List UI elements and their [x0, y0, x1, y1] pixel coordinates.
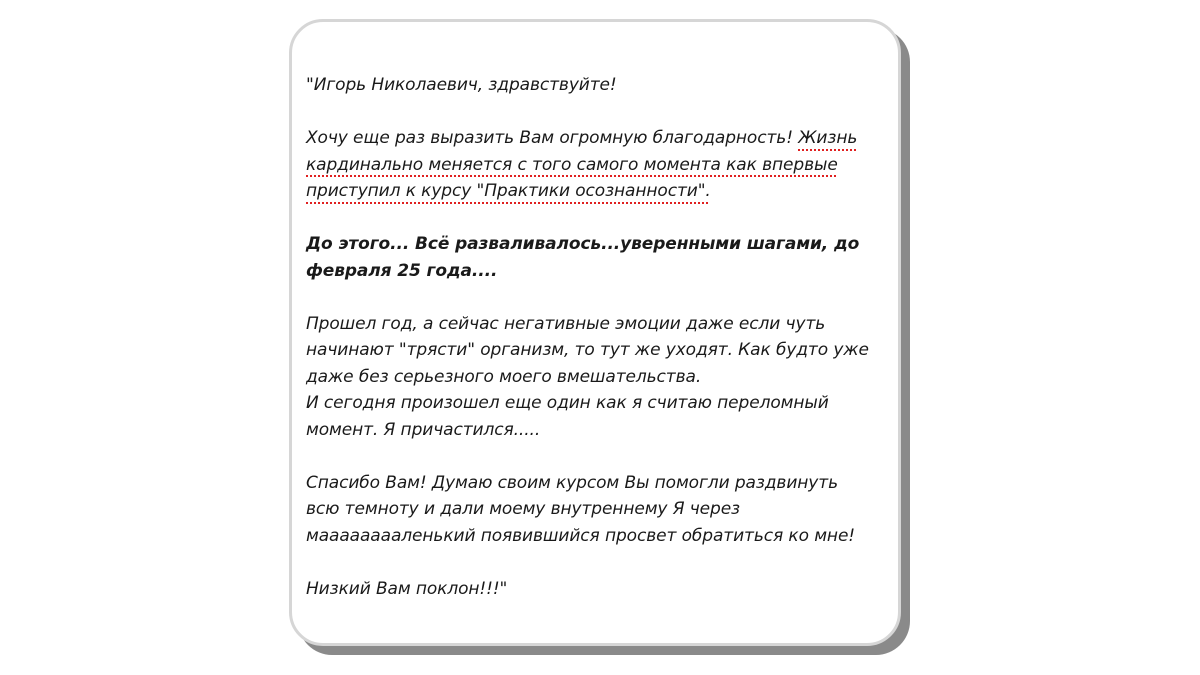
letter-paragraph-thanks: Спасибо Вам! Думаю своим курсом Вы помогли раздвинуть всю темноту и дали моему внутреннему Я через мааааааааленький появившийся просвет обратиться ко мне!	[306, 472, 856, 546]
letter-card	[289, 19, 901, 646]
letter-text	[306, 72, 886, 629]
letter-closing: Низкий Вам поклон!!!"	[306, 578, 508, 599]
gratitude-text: Хочу еще раз выразить Вам огромную благодарность!	[306, 128, 799, 148]
letter-paragraph-gratitude	[306, 125, 886, 205]
letter-paragraph-progress: Прошел год, а сейчас негативные эмоции даже если чуть начинают "трясти" организм, то тут же уходят. Как будто уже даже без серьезного моего вмешательства. И сегодня произошел еще один как я считаю переломный момент. Я причастился.....	[306, 313, 869, 440]
letter-greeting: "Игорь Николаевич, здравствуйте!	[306, 75, 617, 95]
spellcheck-flagged-text[interactable]: Жизнь кардинально меняется с того самого момента как впервые приступил к курсу "Практики осознанности".	[306, 128, 858, 201]
letter-paragraph-bold: До этого... Всё разваливалось...уверенными шагами, до февраля 25 года....	[306, 234, 860, 281]
